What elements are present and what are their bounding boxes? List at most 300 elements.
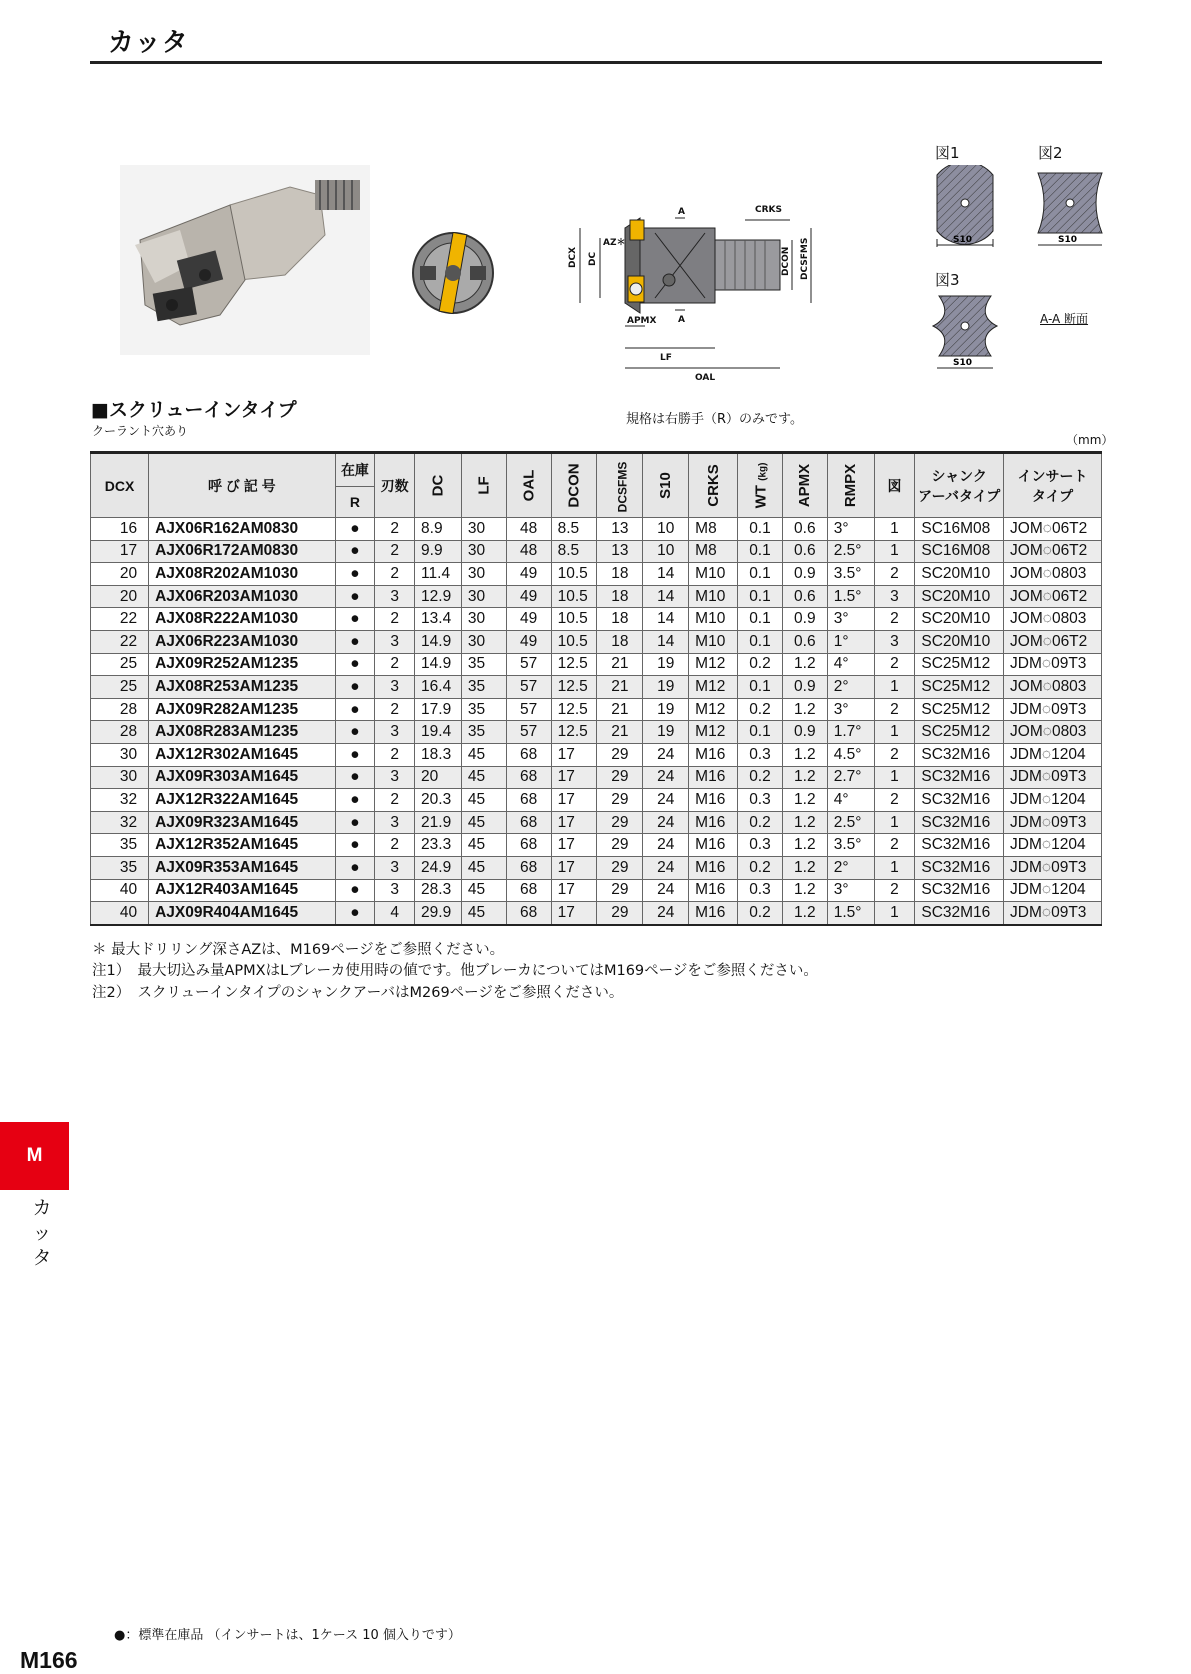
header-wt-text bbox=[752, 463, 769, 509]
table-cell: M10 bbox=[689, 563, 738, 586]
table-cell: 29 bbox=[597, 811, 643, 834]
table-cell: M16 bbox=[689, 834, 738, 857]
table-cell: 0.3 bbox=[738, 789, 783, 812]
header-wt-label: WT bbox=[752, 485, 770, 509]
table-body bbox=[91, 518, 1102, 925]
table-cell: 22 bbox=[91, 630, 149, 653]
dim-label-a-bottom: A bbox=[678, 315, 685, 325]
table-cell: M16 bbox=[689, 766, 738, 789]
table-row bbox=[91, 721, 1102, 744]
table-cell: 18 bbox=[597, 563, 643, 586]
note-az: ＊ 最大ドリリング深さAZは、M169ページをご参照ください。 bbox=[92, 942, 505, 958]
table-cell: 0.2 bbox=[738, 811, 783, 834]
table-cell: SC32M16 bbox=[915, 811, 1004, 834]
table-cell: AJX12R302AM1645 bbox=[149, 743, 336, 766]
table-cell: 49 bbox=[506, 563, 551, 586]
header-insert-line1: インサート bbox=[1017, 467, 1088, 484]
table-cell: 3 bbox=[375, 585, 415, 608]
table-cell: 2° bbox=[827, 676, 874, 699]
table-cell: 2.7° bbox=[827, 766, 874, 789]
table-cell: 24 bbox=[643, 902, 689, 925]
table-cell: 1.2 bbox=[782, 653, 827, 676]
dim-label-az: AZ＊ bbox=[603, 238, 626, 248]
table-row bbox=[91, 676, 1102, 699]
table-cell: 8.5 bbox=[551, 540, 597, 563]
table-cell: AJX06R172AM0830 bbox=[149, 540, 336, 563]
table-cell: 30 bbox=[91, 743, 149, 766]
table-cell: 1.2 bbox=[782, 856, 827, 879]
header-crks bbox=[689, 453, 738, 518]
header-oal bbox=[506, 453, 551, 518]
coolant-note: クーラント穴あり bbox=[92, 424, 189, 438]
title-rule bbox=[90, 61, 1102, 64]
section-aa-label: A-A 断面 bbox=[1040, 312, 1089, 326]
table-cell: 0.1 bbox=[738, 676, 783, 699]
table-cell: 1.2 bbox=[782, 811, 827, 834]
table-cell: 18.3 bbox=[415, 743, 462, 766]
table-row bbox=[91, 789, 1102, 812]
table-cell: 30 bbox=[91, 766, 149, 789]
table-cell: 17.9 bbox=[415, 698, 462, 721]
table-cell: 29 bbox=[597, 743, 643, 766]
table-cell: 4.5° bbox=[827, 743, 874, 766]
table-cell: 68 bbox=[506, 879, 551, 902]
table-cell: 1.2 bbox=[782, 879, 827, 902]
table-cell: 2 bbox=[874, 563, 915, 586]
table-cell: 17 bbox=[551, 834, 597, 857]
table-cell: AJX09R252AM1235 bbox=[149, 653, 336, 676]
table-cell: SC32M16 bbox=[915, 834, 1004, 857]
table-cell: 1.2 bbox=[782, 766, 827, 789]
table-cell: JDM◌09T3 bbox=[1004, 902, 1102, 925]
header-wt bbox=[738, 453, 783, 518]
table-cell: 3° bbox=[827, 698, 874, 721]
table-cell: 0.9 bbox=[782, 676, 827, 699]
table-cell: 49 bbox=[506, 608, 551, 631]
table-cell: 1 bbox=[874, 518, 915, 541]
table-cell: 30 bbox=[461, 630, 506, 653]
table-row bbox=[91, 698, 1102, 721]
header-dc-text: DC bbox=[429, 474, 447, 497]
table-cell: 12.5 bbox=[551, 721, 597, 744]
table-cell: ● bbox=[335, 608, 375, 631]
header-code: 呼 び 記 号 bbox=[149, 453, 336, 518]
table-cell: 0.6 bbox=[782, 630, 827, 653]
header-apmx-text: APMX bbox=[796, 463, 814, 508]
page-title: カッタ bbox=[108, 28, 189, 58]
table-cell: 57 bbox=[506, 698, 551, 721]
table-cell: AJX12R322AM1645 bbox=[149, 789, 336, 812]
dim-label-dcsfms: DCSFMS bbox=[800, 237, 810, 280]
table-cell: M16 bbox=[689, 902, 738, 925]
table-cell: 2 bbox=[375, 653, 415, 676]
table-cell: SC32M16 bbox=[915, 856, 1004, 879]
header-stock-r: R bbox=[335, 487, 375, 518]
table-cell: 14.9 bbox=[415, 653, 462, 676]
table-cell: AJX08R253AM1235 bbox=[149, 676, 336, 699]
specification-table bbox=[90, 451, 1102, 926]
table-cell: 19 bbox=[643, 721, 689, 744]
dim-label-crks: CRKS bbox=[755, 205, 782, 215]
table-cell: 35 bbox=[461, 698, 506, 721]
table-cell: AJX12R403AM1645 bbox=[149, 879, 336, 902]
table-cell: 4° bbox=[827, 653, 874, 676]
table-cell: 57 bbox=[506, 721, 551, 744]
table-cell: 68 bbox=[506, 902, 551, 925]
table-cell: 30 bbox=[461, 563, 506, 586]
header-rmpx-text: RMPX bbox=[842, 463, 860, 508]
table-cell: 0.6 bbox=[782, 540, 827, 563]
table-cell: 45 bbox=[461, 879, 506, 902]
table-cell: 10 bbox=[643, 518, 689, 541]
table-cell: 45 bbox=[461, 766, 506, 789]
table-cell: 23.3 bbox=[415, 834, 462, 857]
table-cell: AJX09R404AM1645 bbox=[149, 902, 336, 925]
table-cell: AJX09R353AM1645 bbox=[149, 856, 336, 879]
table-cell: ● bbox=[335, 540, 375, 563]
table-cell: 1.2 bbox=[782, 789, 827, 812]
table-cell: 14 bbox=[643, 608, 689, 631]
table-cell: 10.5 bbox=[551, 608, 597, 631]
header-fig: 図 bbox=[874, 453, 915, 518]
table-cell: AJX06R223AM1030 bbox=[149, 630, 336, 653]
table-cell: SC25M12 bbox=[915, 676, 1004, 699]
table-cell: 16.4 bbox=[415, 676, 462, 699]
table-cell: 3 bbox=[375, 879, 415, 902]
table-cell: 68 bbox=[506, 789, 551, 812]
table-cell: SC32M16 bbox=[915, 766, 1004, 789]
table-cell: SC25M12 bbox=[915, 653, 1004, 676]
table-cell: 14 bbox=[643, 585, 689, 608]
header-dcsfms-text: DCSFMS bbox=[615, 461, 630, 512]
table-cell: 12.5 bbox=[551, 676, 597, 699]
table-cell: SC25M12 bbox=[915, 721, 1004, 744]
table-cell: 2 bbox=[874, 653, 915, 676]
header-shank bbox=[915, 453, 1004, 518]
table-cell: JOM◌0803 bbox=[1004, 676, 1102, 699]
table-cell: SC20M10 bbox=[915, 585, 1004, 608]
section-tab-label: カ ッ タ bbox=[32, 1197, 52, 1269]
header-oal-text: OAL bbox=[520, 469, 538, 502]
table-cell: 2 bbox=[375, 834, 415, 857]
table-cell: AJX09R282AM1235 bbox=[149, 698, 336, 721]
table-cell: 0.3 bbox=[738, 743, 783, 766]
header-dcon-text: DCON bbox=[565, 463, 583, 508]
table-cell: ● bbox=[335, 766, 375, 789]
table-cell: 3.5° bbox=[827, 834, 874, 857]
dim-label-a-top: A bbox=[678, 207, 685, 217]
table-cell: JOM◌06T2 bbox=[1004, 540, 1102, 563]
table-cell: ● bbox=[335, 585, 375, 608]
table-cell: 0.1 bbox=[738, 721, 783, 744]
table-cell: AJX12R352AM1645 bbox=[149, 834, 336, 857]
dim-label-dc: DC bbox=[588, 251, 598, 266]
table-cell: 2 bbox=[874, 834, 915, 857]
table-cell: 3 bbox=[375, 856, 415, 879]
header-s10-text: S10 bbox=[657, 472, 675, 499]
table-cell: 35 bbox=[91, 834, 149, 857]
table-cell: M16 bbox=[689, 743, 738, 766]
table-cell: 49 bbox=[506, 630, 551, 653]
table-cell: 2 bbox=[874, 698, 915, 721]
table-cell: JOM◌06T2 bbox=[1004, 518, 1102, 541]
table-cell: 68 bbox=[506, 811, 551, 834]
table-cell: 3° bbox=[827, 518, 874, 541]
figure-1-section bbox=[925, 165, 1005, 257]
table-cell: AJX09R303AM1645 bbox=[149, 766, 336, 789]
table-cell: ● bbox=[335, 879, 375, 902]
figure-3-s10: S10 bbox=[953, 358, 973, 368]
table-cell: SC32M16 bbox=[915, 789, 1004, 812]
table-cell: AJX08R222AM1030 bbox=[149, 608, 336, 631]
table-cell: 2.5° bbox=[827, 540, 874, 563]
header-s10 bbox=[643, 453, 689, 518]
table-cell: M16 bbox=[689, 856, 738, 879]
table-cell: 35 bbox=[91, 856, 149, 879]
table-cell: 29 bbox=[597, 902, 643, 925]
table-cell: SC32M16 bbox=[915, 879, 1004, 902]
table-cell: 8.5 bbox=[551, 518, 597, 541]
table-cell: SC16M08 bbox=[915, 540, 1004, 563]
header-teeth: 刃数 bbox=[375, 453, 415, 518]
table-cell: 68 bbox=[506, 766, 551, 789]
header-rmpx bbox=[827, 453, 874, 518]
table-row bbox=[91, 902, 1102, 925]
table-cell: SC32M16 bbox=[915, 743, 1004, 766]
table-cell: ● bbox=[335, 789, 375, 812]
table-cell: M12 bbox=[689, 698, 738, 721]
table-row bbox=[91, 856, 1102, 879]
table-cell: 1 bbox=[874, 856, 915, 879]
table-cell: 1° bbox=[827, 630, 874, 653]
header-wt-unit: (kg) bbox=[757, 462, 769, 481]
table-cell: 4° bbox=[827, 789, 874, 812]
table-cell: 57 bbox=[506, 653, 551, 676]
table-cell: 3° bbox=[827, 879, 874, 902]
table-cell: 19 bbox=[643, 676, 689, 699]
table-cell: M12 bbox=[689, 721, 738, 744]
table-cell: 0.9 bbox=[782, 721, 827, 744]
table-cell: 68 bbox=[506, 834, 551, 857]
table-cell: ● bbox=[335, 653, 375, 676]
table-cell: 2 bbox=[874, 789, 915, 812]
table-cell: 32 bbox=[91, 811, 149, 834]
table-cell: 2 bbox=[375, 608, 415, 631]
table-cell: 0.9 bbox=[782, 608, 827, 631]
table-cell: 25 bbox=[91, 653, 149, 676]
table-cell: 3° bbox=[827, 608, 874, 631]
table-cell: 3.5° bbox=[827, 563, 874, 586]
table-cell: 68 bbox=[506, 856, 551, 879]
table-row bbox=[91, 518, 1102, 541]
table-cell: ● bbox=[335, 563, 375, 586]
table-cell: 2 bbox=[874, 743, 915, 766]
table-cell: JDM◌1204 bbox=[1004, 834, 1102, 857]
table-cell: 20 bbox=[91, 585, 149, 608]
header-lf-text: LF bbox=[475, 476, 493, 495]
dimension-drawing bbox=[545, 198, 825, 388]
table-cell: JDM◌09T3 bbox=[1004, 856, 1102, 879]
table-cell: 24 bbox=[643, 743, 689, 766]
header-lf bbox=[461, 453, 506, 518]
table-cell: 68 bbox=[506, 743, 551, 766]
table-cell: 25 bbox=[91, 676, 149, 699]
table-cell: 0.1 bbox=[738, 563, 783, 586]
table-cell: 18 bbox=[597, 585, 643, 608]
unit-label: （mm） bbox=[1066, 433, 1114, 447]
table-cell: 0.2 bbox=[738, 766, 783, 789]
table-cell: 22 bbox=[91, 608, 149, 631]
table-cell: 29 bbox=[597, 879, 643, 902]
table-cell: JOM◌0803 bbox=[1004, 608, 1102, 631]
table-cell: JDM◌1204 bbox=[1004, 789, 1102, 812]
table-cell: JOM◌06T2 bbox=[1004, 585, 1102, 608]
table-cell: 18 bbox=[597, 630, 643, 653]
table-cell: 35 bbox=[461, 721, 506, 744]
table-cell: 28 bbox=[91, 721, 149, 744]
table-cell: 29 bbox=[597, 834, 643, 857]
header-dcsfms bbox=[597, 453, 643, 518]
dim-label-dcx: DCX bbox=[568, 246, 578, 268]
table-cell: 13 bbox=[597, 518, 643, 541]
table-cell: 2.5° bbox=[827, 811, 874, 834]
table-cell: 21 bbox=[597, 676, 643, 699]
table-cell: 20 bbox=[91, 563, 149, 586]
table-cell: ● bbox=[335, 518, 375, 541]
table-cell: JOM◌0803 bbox=[1004, 721, 1102, 744]
table-cell: 14.9 bbox=[415, 630, 462, 653]
table-row bbox=[91, 811, 1102, 834]
table-cell: 29 bbox=[597, 789, 643, 812]
table-cell: M8 bbox=[689, 540, 738, 563]
table-cell: 29 bbox=[597, 766, 643, 789]
table-cell: AJX08R202AM1030 bbox=[149, 563, 336, 586]
table-cell: 17 bbox=[551, 856, 597, 879]
table-cell: 2 bbox=[375, 563, 415, 586]
header-dc bbox=[415, 453, 462, 518]
table-cell: 0.1 bbox=[738, 630, 783, 653]
table-cell: AJX06R203AM1030 bbox=[149, 585, 336, 608]
dim-label-dcon: DCON bbox=[781, 246, 791, 276]
table-cell: 0.1 bbox=[738, 608, 783, 631]
table-cell: 45 bbox=[461, 743, 506, 766]
table-cell: 30 bbox=[461, 540, 506, 563]
dim-label-lf: LF bbox=[660, 353, 672, 363]
table-cell: 24 bbox=[643, 834, 689, 857]
table-cell: 45 bbox=[461, 789, 506, 812]
table-cell: 45 bbox=[461, 811, 506, 834]
header-apmx bbox=[782, 453, 827, 518]
table-row bbox=[91, 743, 1102, 766]
table-cell: 11.4 bbox=[415, 563, 462, 586]
table-cell: 2 bbox=[375, 743, 415, 766]
header-shank-line1: シャンク bbox=[931, 467, 987, 484]
section-title: ■スクリューインタイプ bbox=[91, 399, 297, 421]
table-cell: 8.9 bbox=[415, 518, 462, 541]
table-cell: 2 bbox=[375, 540, 415, 563]
table-cell: 21 bbox=[597, 698, 643, 721]
table-cell: 14 bbox=[643, 563, 689, 586]
table-cell: 40 bbox=[91, 879, 149, 902]
table-cell: JDM◌1204 bbox=[1004, 879, 1102, 902]
table-cell: 19 bbox=[643, 698, 689, 721]
table-cell: 32 bbox=[91, 789, 149, 812]
table-cell: ● bbox=[335, 698, 375, 721]
section-tab-m[interactable]: M bbox=[0, 1122, 69, 1190]
table-cell: SC20M10 bbox=[915, 608, 1004, 631]
cutter-photo bbox=[120, 165, 370, 355]
table-cell: M10 bbox=[689, 630, 738, 653]
table-cell: 0.2 bbox=[738, 856, 783, 879]
table-cell: M12 bbox=[689, 676, 738, 699]
table-cell: SC32M16 bbox=[915, 902, 1004, 925]
table-cell: 0.6 bbox=[782, 585, 827, 608]
figure-2-label: 図2 bbox=[1038, 144, 1063, 162]
table-cell: 21 bbox=[597, 721, 643, 744]
table-cell: 16 bbox=[91, 518, 149, 541]
table-cell: 12.9 bbox=[415, 585, 462, 608]
table-cell: 19.4 bbox=[415, 721, 462, 744]
table-cell: 49 bbox=[506, 585, 551, 608]
dim-label-oal: OAL bbox=[695, 373, 716, 383]
table-cell: 3 bbox=[375, 676, 415, 699]
table-row bbox=[91, 630, 1102, 653]
table-cell: ● bbox=[335, 834, 375, 857]
table-cell: 13.4 bbox=[415, 608, 462, 631]
figure-3-label: 図3 bbox=[935, 271, 960, 289]
table-row bbox=[91, 563, 1102, 586]
table-cell: 1.5° bbox=[827, 585, 874, 608]
table-cell: ● bbox=[335, 856, 375, 879]
table-cell: 4 bbox=[375, 902, 415, 925]
table-row bbox=[91, 879, 1102, 902]
table-cell: 3 bbox=[375, 630, 415, 653]
table-row bbox=[91, 585, 1102, 608]
table-cell: 1.7° bbox=[827, 721, 874, 744]
table-cell: 2 bbox=[874, 608, 915, 631]
table-cell: 29 bbox=[597, 856, 643, 879]
table-cell: ● bbox=[335, 811, 375, 834]
table-cell: JDM◌09T3 bbox=[1004, 766, 1102, 789]
table-cell: 28 bbox=[91, 698, 149, 721]
header-insert-line2: タイプ bbox=[1031, 487, 1074, 504]
table-cell: 17 bbox=[551, 743, 597, 766]
table-cell: SC25M12 bbox=[915, 698, 1004, 721]
table-cell: AJX09R323AM1645 bbox=[149, 811, 336, 834]
table-cell: 17 bbox=[551, 902, 597, 925]
table-cell: JDM◌09T3 bbox=[1004, 653, 1102, 676]
table-cell: SC20M10 bbox=[915, 630, 1004, 653]
footer-stock-note: ●：標準在庫品 （インサートは、1ケース 10 個入りです） bbox=[114, 1628, 461, 1643]
table-cell: 30 bbox=[461, 585, 506, 608]
table-cell: 29.9 bbox=[415, 902, 462, 925]
table-cell: ● bbox=[335, 902, 375, 925]
table-cell: 45 bbox=[461, 902, 506, 925]
header-dcon bbox=[551, 453, 597, 518]
table-cell: ● bbox=[335, 676, 375, 699]
table-cell: JOM◌0803 bbox=[1004, 563, 1102, 586]
table-row bbox=[91, 608, 1102, 631]
table-cell: 0.1 bbox=[738, 585, 783, 608]
table-cell: 35 bbox=[461, 676, 506, 699]
table-cell: AJX08R283AM1235 bbox=[149, 721, 336, 744]
table-cell: 0.6 bbox=[782, 518, 827, 541]
dim-label-apmx: APMX bbox=[627, 316, 657, 326]
table-cell: M12 bbox=[689, 653, 738, 676]
table-cell: 17 bbox=[551, 811, 597, 834]
table-cell: 1 bbox=[874, 811, 915, 834]
table-cell: 13 bbox=[597, 540, 643, 563]
